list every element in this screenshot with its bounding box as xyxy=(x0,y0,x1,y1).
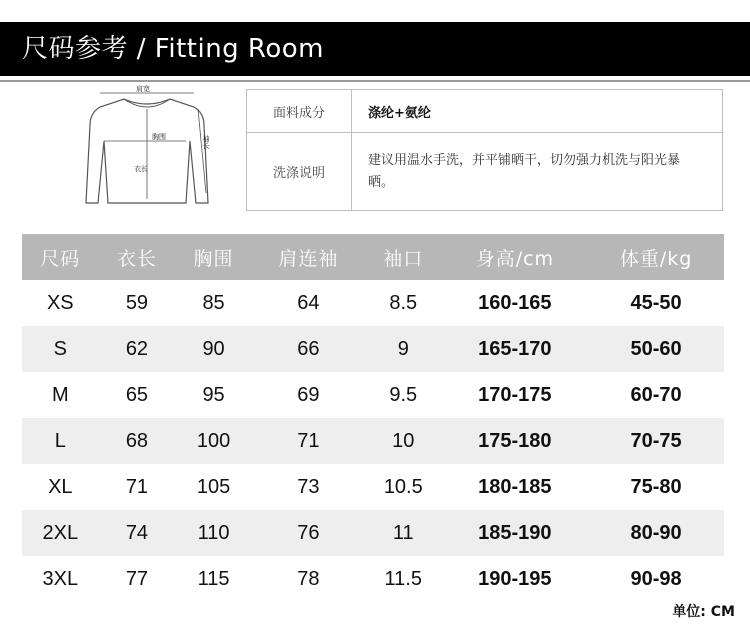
table-cell: 80-90 xyxy=(588,510,724,556)
header-weight: 体重/kg xyxy=(588,234,724,280)
header-cuff: 袖口 xyxy=(365,234,442,280)
header-chest: 胸围 xyxy=(175,234,252,280)
table-row xyxy=(22,280,724,326)
chest-label: 胸围 xyxy=(152,133,166,141)
table-cell: 160-165 xyxy=(478,291,552,314)
table-cell: 65 xyxy=(125,383,149,406)
table-cell: 95 xyxy=(202,383,225,406)
table-cell: 2XL xyxy=(22,510,99,556)
table-cell: 185-190 xyxy=(442,510,589,556)
table-cell: 10 xyxy=(365,418,442,464)
sleeve-label: 袖长 xyxy=(202,135,210,149)
table-cell: S xyxy=(22,326,99,372)
table-cell: 3XL xyxy=(42,567,79,590)
fabric-row xyxy=(247,90,723,133)
table-cell: 59 xyxy=(125,291,149,314)
table-cell: 115 xyxy=(197,567,230,590)
washing-row xyxy=(247,133,723,211)
table-cell: 11.5 xyxy=(384,567,422,590)
table-cell: 8.5 xyxy=(389,291,418,314)
table-cell: 100 xyxy=(175,418,252,464)
length-label: 衣长 xyxy=(134,165,148,173)
header-length: 衣长 xyxy=(99,234,176,280)
table-cell: 74 xyxy=(99,510,176,556)
table-cell: XL xyxy=(48,475,73,498)
size-header-row xyxy=(22,234,724,280)
table-cell: 76 xyxy=(252,510,365,556)
table-cell: 71 xyxy=(252,418,365,464)
table-cell: 90 xyxy=(175,326,252,372)
table-cell: 50-60 xyxy=(588,326,724,372)
table-cell: 190-195 xyxy=(478,567,552,590)
table-cell: 110 xyxy=(175,510,252,556)
shoulder-label: 肩宽 xyxy=(136,85,150,93)
table-row xyxy=(22,326,724,372)
table-cell: 78 xyxy=(297,567,320,590)
table-row xyxy=(22,418,724,464)
fabric-value: 涤纶+氨纶 xyxy=(352,90,723,133)
header-divider xyxy=(0,80,750,82)
table-cell: 69 xyxy=(297,383,320,406)
table-row xyxy=(22,556,724,602)
fabric-key: 面料成分 xyxy=(247,90,352,133)
table-cell: 10.5 xyxy=(383,475,423,498)
table-row xyxy=(22,372,724,418)
washing-value: 建议用温水手洗，并平铺晒干，切勿强力机洗与阳光暴晒。 xyxy=(352,133,723,211)
table-cell: 11 xyxy=(365,510,442,556)
table-cell: 60-70 xyxy=(630,383,682,406)
table-row xyxy=(22,510,724,556)
size-chart-table xyxy=(22,234,724,602)
table-cell: 165-170 xyxy=(442,326,589,372)
washing-key: 洗涤说明 xyxy=(247,133,352,211)
table-cell: 9 xyxy=(365,326,442,372)
table-cell: 9.5 xyxy=(389,383,418,406)
header-banner xyxy=(0,22,750,76)
unit-label: 单位: CM xyxy=(672,604,735,620)
table-cell: 66 xyxy=(252,326,365,372)
header-size: 尺码 xyxy=(22,234,99,280)
table-cell: 73 xyxy=(297,475,320,498)
shirt-collar xyxy=(124,99,170,107)
table-row xyxy=(22,464,724,510)
table-cell: 85 xyxy=(202,291,225,314)
shirt-diagram xyxy=(82,85,212,215)
table-cell: M xyxy=(51,383,69,406)
table-cell: 170-175 xyxy=(478,383,552,406)
table-cell: 45-50 xyxy=(630,291,682,314)
fabric-info-table xyxy=(246,89,723,211)
table-cell: 105 xyxy=(196,475,231,498)
table-cell: 180-185 xyxy=(478,475,552,498)
table-cell: 90-98 xyxy=(630,567,682,590)
table-cell: 75-80 xyxy=(630,475,682,498)
table-cell: 175-180 xyxy=(442,418,589,464)
page-title: 尺码参考 / Fitting Room xyxy=(22,34,324,64)
table-cell: 62 xyxy=(99,326,176,372)
table-cell: XS xyxy=(46,291,74,314)
table-cell: 68 xyxy=(99,418,176,464)
table-cell: 77 xyxy=(125,567,149,590)
table-cell: 64 xyxy=(297,291,320,314)
table-cell: 70-75 xyxy=(588,418,724,464)
header-shoulder-sleeve: 肩连袖 xyxy=(252,234,365,280)
table-cell: 71 xyxy=(125,475,149,498)
header-height: 身高/cm xyxy=(442,234,589,280)
table-cell: L xyxy=(22,418,99,464)
